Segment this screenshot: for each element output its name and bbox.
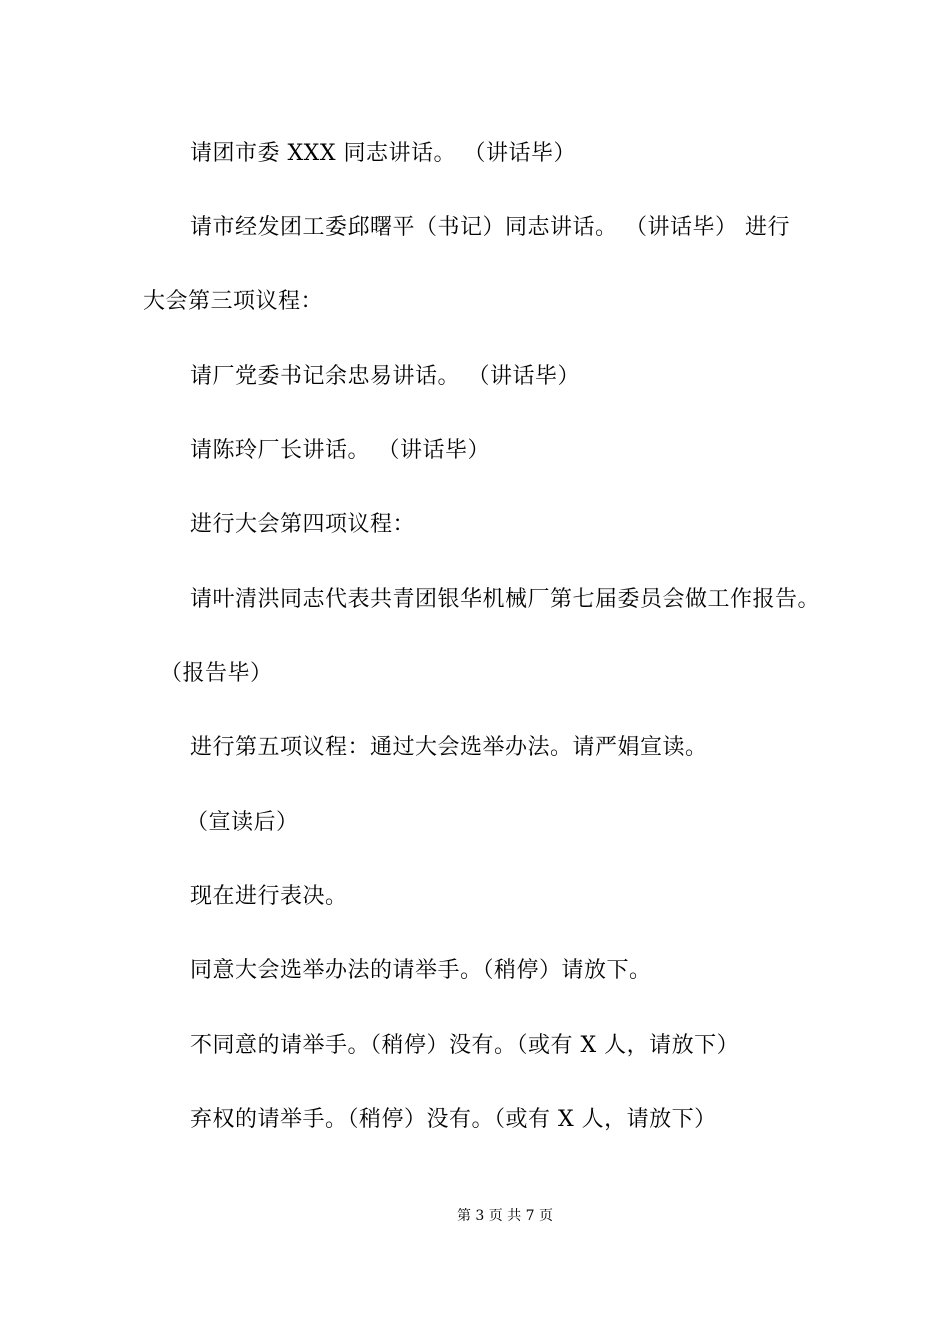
- paragraph-line: 进行大会第四项议程：: [190, 512, 416, 537]
- paragraph-line: 请团市委 XXX 同志讲话。 （讲话毕）: [190, 141, 576, 166]
- paragraph-line: （报告毕）: [160, 661, 273, 686]
- paragraph-line: 请厂党委书记余忠易讲话。 （讲话毕）: [190, 364, 580, 389]
- paragraph-line: 进行第五项议程：通过大会选举办法。请严娟宣读。: [190, 735, 708, 760]
- paragraph-line: 大会第三项议程：: [143, 289, 324, 314]
- paragraph-line: （宣读后）: [186, 810, 299, 835]
- paragraph-line: 弃权的请举手。（稍停）没有。（或有 X 人，请放下）: [190, 1107, 717, 1132]
- page-number-footer: 第 3 页 共 7 页: [456, 1208, 554, 1224]
- paragraph-line: 请陈玲厂长讲话。 （讲话毕）: [190, 438, 490, 463]
- paragraph-line: 同意大会选举办法的请举手。（稍停）请放下。: [190, 958, 652, 983]
- paragraph-line: 不同意的请举手。（稍停）没有。（或有 X 人，请放下）: [190, 1033, 740, 1058]
- paragraph-line: 现在进行表决。: [190, 884, 348, 909]
- paragraph-line: 请叶清洪同志代表共青团银华机械厂第七届委员会做工作报告。: [190, 587, 821, 612]
- paragraph-line: 请市经发团工委邱曙平（书记）同志讲话。 （讲话毕） 进行: [190, 215, 790, 240]
